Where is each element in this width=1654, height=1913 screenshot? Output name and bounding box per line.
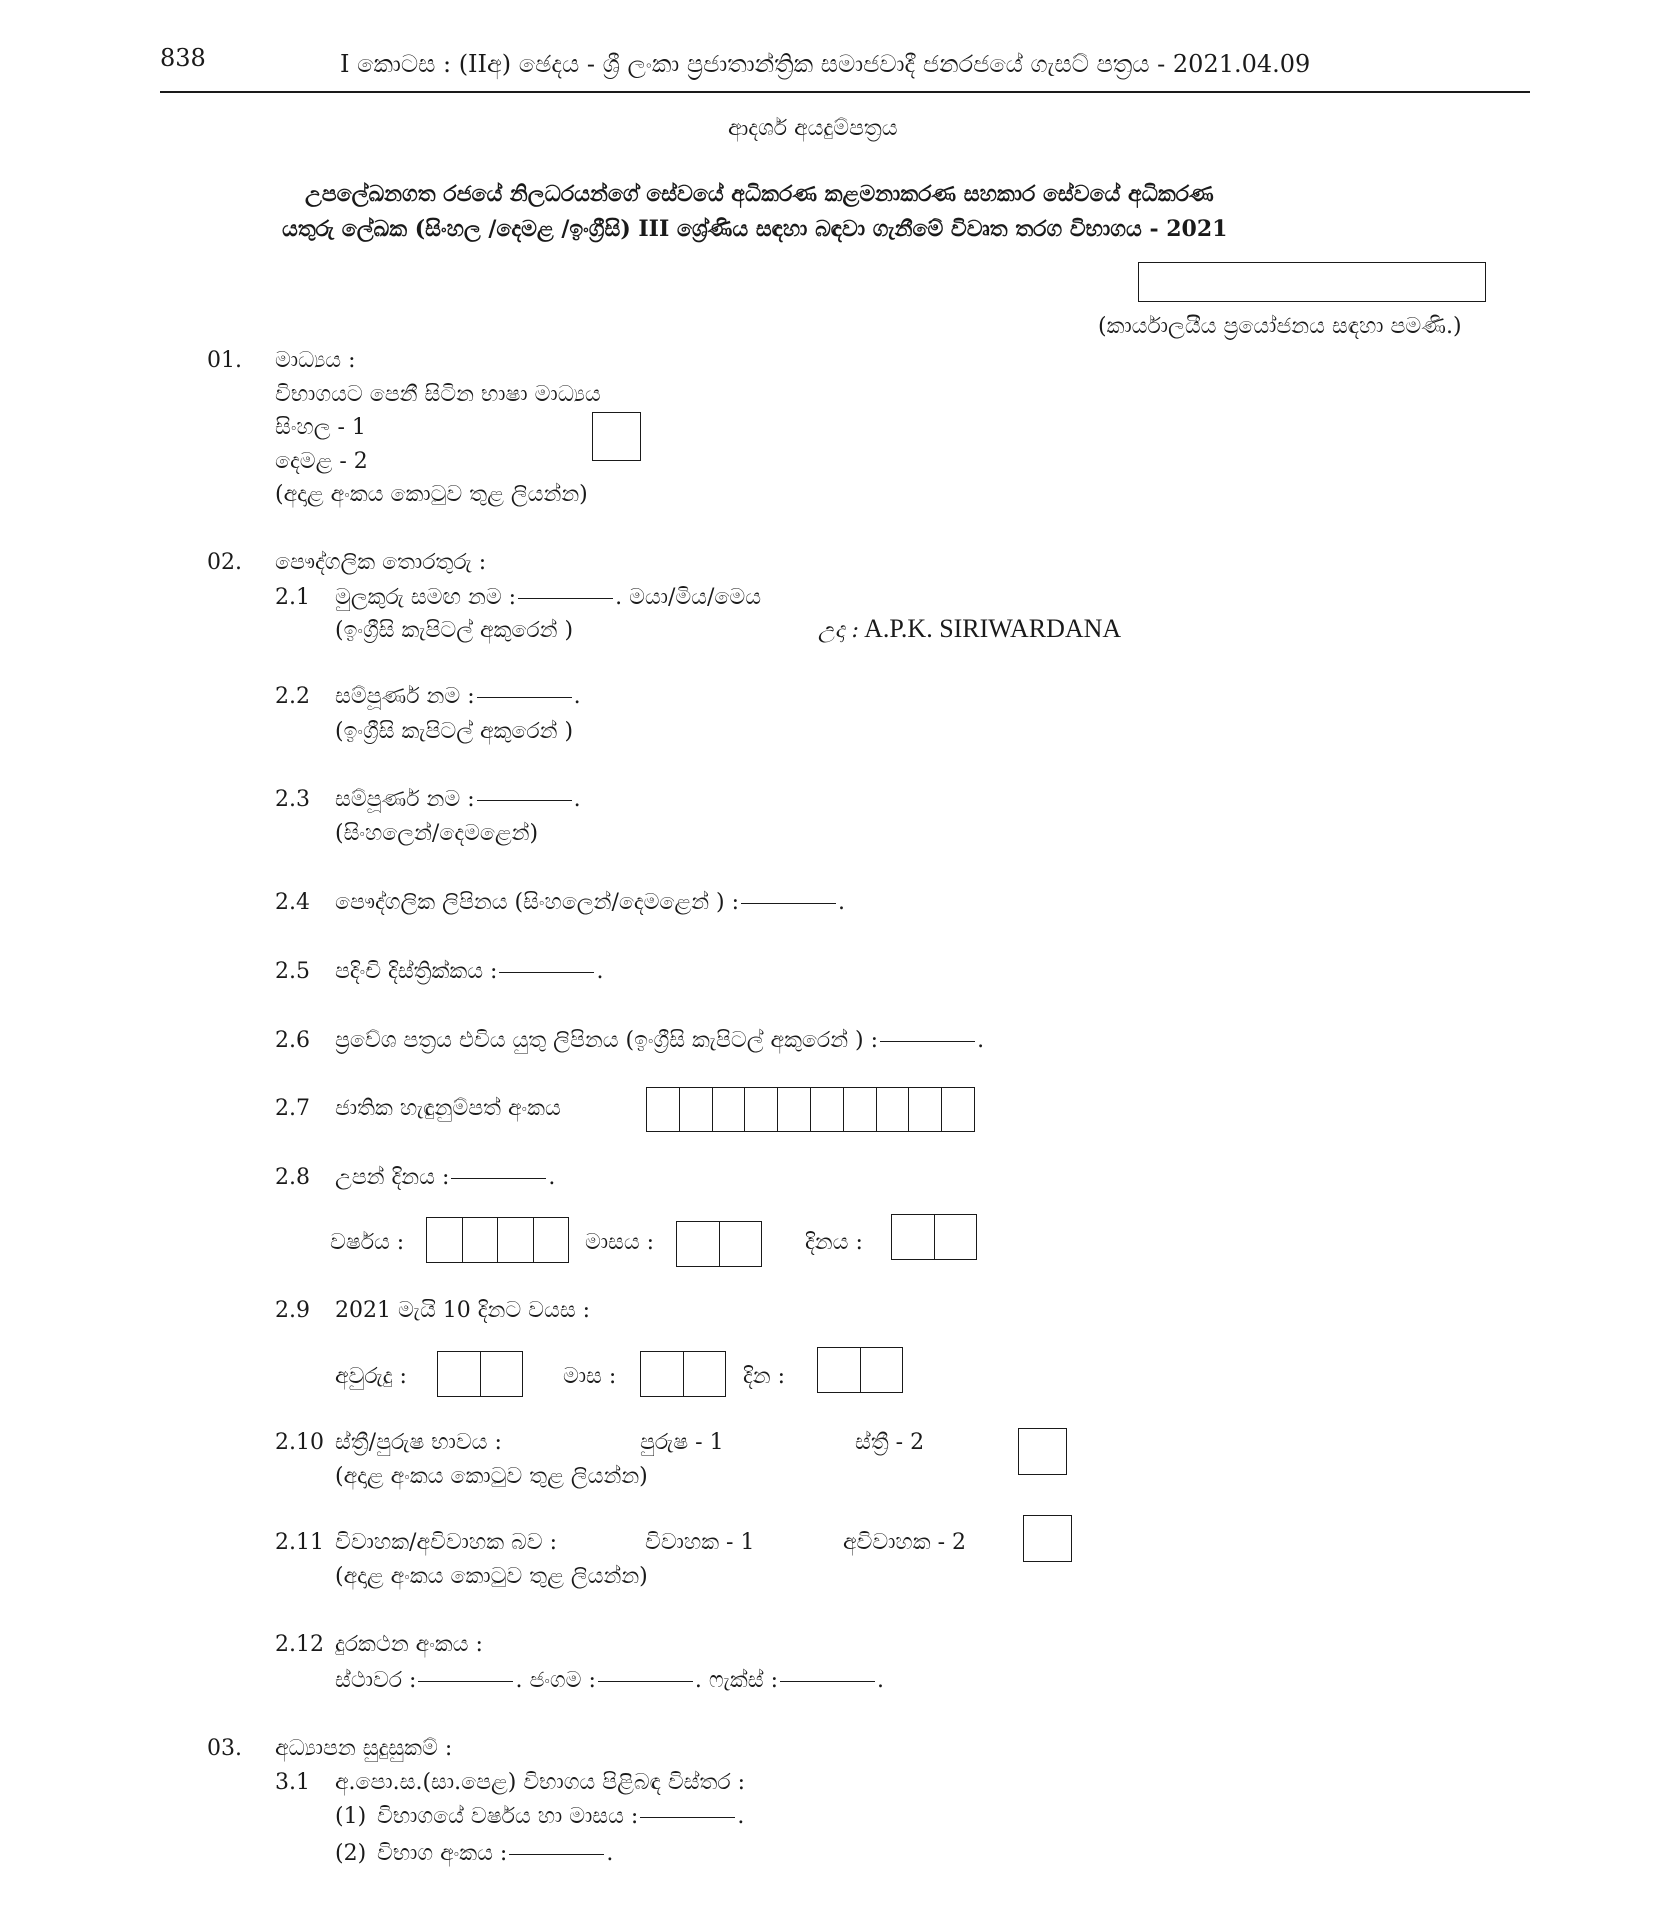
sub-1-row bbox=[377, 1806, 744, 1828]
sub-2-row bbox=[377, 1843, 613, 1865]
marital-option-unmarried: අවිවාහක - 2 bbox=[843, 1530, 967, 1555]
item-2-4-number: 2.4 bbox=[275, 890, 310, 915]
page-number: 838 bbox=[160, 44, 206, 72]
item-2-8-label: උපන් දිනය : bbox=[335, 1165, 450, 1190]
example-value: A.P.K. SIRIWARDANA bbox=[864, 614, 1122, 643]
exam-title-line1: උපලේඛනගත රජයේ නිලධරයන්ගේ සේවයේ අධිකරණ කළමනාකරණ සහකාර සේවයේ අධිකරණ bbox=[305, 181, 1214, 207]
item-2-5-suffix: . bbox=[596, 959, 604, 984]
medium-input-box[interactable] bbox=[592, 412, 641, 461]
phone-fixed-field[interactable] bbox=[418, 1681, 513, 1682]
marital-input-box[interactable] bbox=[1023, 1515, 1072, 1562]
item-2-6-suffix: . bbox=[977, 1028, 985, 1053]
item-2-8-suffix: . bbox=[548, 1165, 556, 1190]
age-months-label: මාස : bbox=[563, 1364, 617, 1389]
gender-input-box[interactable] bbox=[1018, 1428, 1067, 1475]
age-days-boxes[interactable] bbox=[817, 1347, 903, 1393]
birth-date-field[interactable] bbox=[451, 1178, 546, 1179]
section-01-number: 01. bbox=[207, 348, 242, 373]
sub-2-suffix: . bbox=[606, 1841, 614, 1866]
item-3-1-label: අ.පො.ස.(සා.පෙළ) විභාගය පිළිබඳ විස්තර : bbox=[335, 1770, 746, 1795]
exam-index-field[interactable] bbox=[509, 1854, 604, 1855]
phone-mobile-field[interactable] bbox=[598, 1681, 693, 1682]
item-2-5-row bbox=[335, 961, 603, 983]
section-03-title: අධ්‍යාපන සුදුසුකම් : bbox=[275, 1736, 453, 1761]
phone-mobile-label: . ජංගම : bbox=[515, 1668, 596, 1693]
item-3-1-number: 3.1 bbox=[275, 1770, 310, 1795]
phone-fixed-label: ස්ථාවර : bbox=[335, 1668, 417, 1693]
item-2-3-suffix: . bbox=[573, 787, 581, 812]
sub-1-number: (1) bbox=[335, 1804, 367, 1829]
item-2-12-number: 2.12 bbox=[275, 1632, 324, 1657]
item-2-5-label: පදිංචි දිස්ත්‍රික්කය : bbox=[335, 959, 498, 984]
exam-title-line2: යතුරු ලේඛක (සිංහල /දෙමළ /ඉංග්‍රීසි) III ශ්‍රේණිය සඳහා බඳවා ගැනීමේ විවෘත තරග විභාගය - 2021 bbox=[282, 216, 1228, 242]
item-2-4-row bbox=[335, 892, 845, 914]
item-2-10-label: ස්ත්‍රී/පුරුෂ භාවය : bbox=[335, 1430, 502, 1455]
item-2-9-label: 2021 මැයි 10 දිනට වයස : bbox=[335, 1298, 591, 1323]
section-02-title: පෞද්ගලික තොරතුරු : bbox=[275, 550, 487, 575]
medium-option-sinhala: සිංහල - 1 bbox=[275, 415, 366, 440]
item-2-2-suffix: . bbox=[573, 684, 581, 709]
item-2-6-row bbox=[335, 1030, 984, 1052]
full-name-english-field[interactable] bbox=[477, 697, 572, 698]
item-2-1-suffix: . මයා/මිය/මෙය bbox=[615, 585, 762, 610]
phone-fax-label: . ෆැක්ස් : bbox=[694, 1668, 778, 1693]
office-use-note: (කාර්යාලයීය ප්‍රයෝජනය සඳහා පමණි.) bbox=[1098, 314, 1462, 339]
age-months-boxes[interactable] bbox=[640, 1351, 726, 1397]
item-2-11-sub: (අදාළ අංකය කොටුව තුළ ලියන්න) bbox=[335, 1564, 648, 1589]
item-2-11-number: 2.11 bbox=[275, 1530, 324, 1555]
item-2-7-number: 2.7 bbox=[275, 1096, 310, 1121]
sub-1-label: විභාගයේ වර්ෂය හා මාසය : bbox=[377, 1804, 639, 1829]
item-2-9-number: 2.9 bbox=[275, 1298, 310, 1323]
phone-row bbox=[335, 1670, 884, 1692]
item-2-10-number: 2.10 bbox=[275, 1430, 324, 1455]
birth-year-label: වර්ෂය : bbox=[330, 1230, 405, 1255]
item-2-11-label: විවාහක/අවිවාහක බව : bbox=[335, 1530, 558, 1555]
age-years-label: අවුරුදු : bbox=[335, 1364, 407, 1389]
age-days-label: දින : bbox=[743, 1364, 786, 1389]
example-label: උදා : bbox=[818, 618, 859, 643]
item-2-6-label: ප්‍රවේශ පත්‍රය එවිය යුතු ලිපිනය (ඉංග්‍රීසි කැපිටල් අකුරෙන් ) : bbox=[335, 1028, 879, 1053]
marital-option-married: විවාහක - 1 bbox=[645, 1530, 755, 1555]
item-2-2-row bbox=[335, 686, 581, 708]
item-2-1-row bbox=[335, 587, 761, 609]
age-years-boxes[interactable] bbox=[437, 1351, 523, 1397]
item-2-3-label: සම්පූර්ණ නම : bbox=[335, 787, 475, 812]
item-2-3-row bbox=[335, 789, 581, 811]
name-initials-field[interactable] bbox=[518, 598, 613, 599]
phone-row-end: . bbox=[877, 1668, 884, 1693]
item-2-5-number: 2.5 bbox=[275, 959, 310, 984]
office-use-box[interactable] bbox=[1138, 262, 1486, 302]
header-rule bbox=[160, 91, 1530, 93]
gender-option-female: ස්ත්‍රී - 2 bbox=[855, 1430, 925, 1455]
item-2-12-label: දුරකථන අංකය : bbox=[335, 1632, 483, 1657]
item-2-8-row bbox=[335, 1167, 555, 1189]
example-row bbox=[818, 614, 1121, 644]
item-2-6-number: 2.6 bbox=[275, 1028, 310, 1053]
item-2-4-suffix: . bbox=[838, 890, 846, 915]
birth-year-boxes[interactable] bbox=[426, 1217, 569, 1263]
sub-2-number: (2) bbox=[335, 1841, 367, 1866]
birth-day-boxes[interactable] bbox=[891, 1214, 977, 1260]
gender-option-male: පුරුෂ - 1 bbox=[640, 1430, 724, 1455]
item-2-1-label: මුලකුරු සමඟ නම : bbox=[335, 585, 517, 610]
item-2-1-number: 2.1 bbox=[275, 585, 310, 610]
section-02-number: 02. bbox=[207, 550, 242, 575]
full-name-local-field[interactable] bbox=[477, 800, 572, 801]
personal-address-field[interactable] bbox=[741, 903, 836, 904]
medium-desc: විභාගයට පෙනී සිටින භාෂා මාධ්‍යය bbox=[275, 382, 601, 407]
sub-1-suffix: . bbox=[737, 1804, 745, 1829]
admission-address-field[interactable] bbox=[880, 1041, 975, 1042]
section-03-number: 03. bbox=[207, 1736, 242, 1761]
item-2-10-sub: (අදාළ අංකය කොටුව තුළ ලියන්න) bbox=[335, 1464, 648, 1489]
item-2-3-sub: (සිංහලෙන්/දෙමළෙන්) bbox=[335, 821, 539, 846]
medium-option-tamil: දෙමළ - 2 bbox=[275, 449, 368, 474]
gazette-header: I කොටස : (IIඅ) ඡෙදය - ශ්‍රී ලංකා ප්‍රජාතාන්ත්‍රික සමාජවාදී ජනරජයේ ගැසට් පත්‍රය - 2021.04.09 bbox=[340, 50, 1311, 78]
item-2-7-label: ජාතික හැඳුනුම්පත් අංකය bbox=[335, 1096, 561, 1121]
medium-note: (අදාළ අංකය කොටුව තුළ ලියන්න) bbox=[275, 482, 588, 507]
exam-year-month-field[interactable] bbox=[640, 1817, 735, 1818]
item-2-4-label: පෞද්ගලික ලිපිනය (සිංහලෙන්/දෙමළෙන් ) : bbox=[335, 890, 740, 915]
section-01-title: මාධ්‍යය : bbox=[275, 348, 356, 373]
item-2-1-sub: (ඉංග්‍රීසි කැපිටල් අකුරෙන් ) bbox=[335, 618, 574, 643]
item-2-2-number: 2.2 bbox=[275, 684, 310, 709]
birth-month-label: මාසය : bbox=[585, 1230, 655, 1255]
nic-number-boxes[interactable] bbox=[646, 1087, 975, 1132]
residential-district-field[interactable] bbox=[499, 972, 594, 973]
phone-fax-field[interactable] bbox=[780, 1681, 875, 1682]
item-2-2-sub: (ඉංග්‍රීසි කැපිටල් අකුරෙන් ) bbox=[335, 719, 574, 744]
item-2-8-number: 2.8 bbox=[275, 1165, 310, 1190]
sub-2-label: විභාග අංකය : bbox=[377, 1841, 508, 1866]
birth-month-boxes[interactable] bbox=[676, 1221, 762, 1267]
birth-day-label: දිනය : bbox=[805, 1230, 863, 1255]
item-2-2-label: සම්පූර්ණ නම : bbox=[335, 684, 475, 709]
form-title: ආදර්ශ අයදුම්පත්‍රය bbox=[728, 116, 898, 141]
item-2-3-number: 2.3 bbox=[275, 787, 310, 812]
